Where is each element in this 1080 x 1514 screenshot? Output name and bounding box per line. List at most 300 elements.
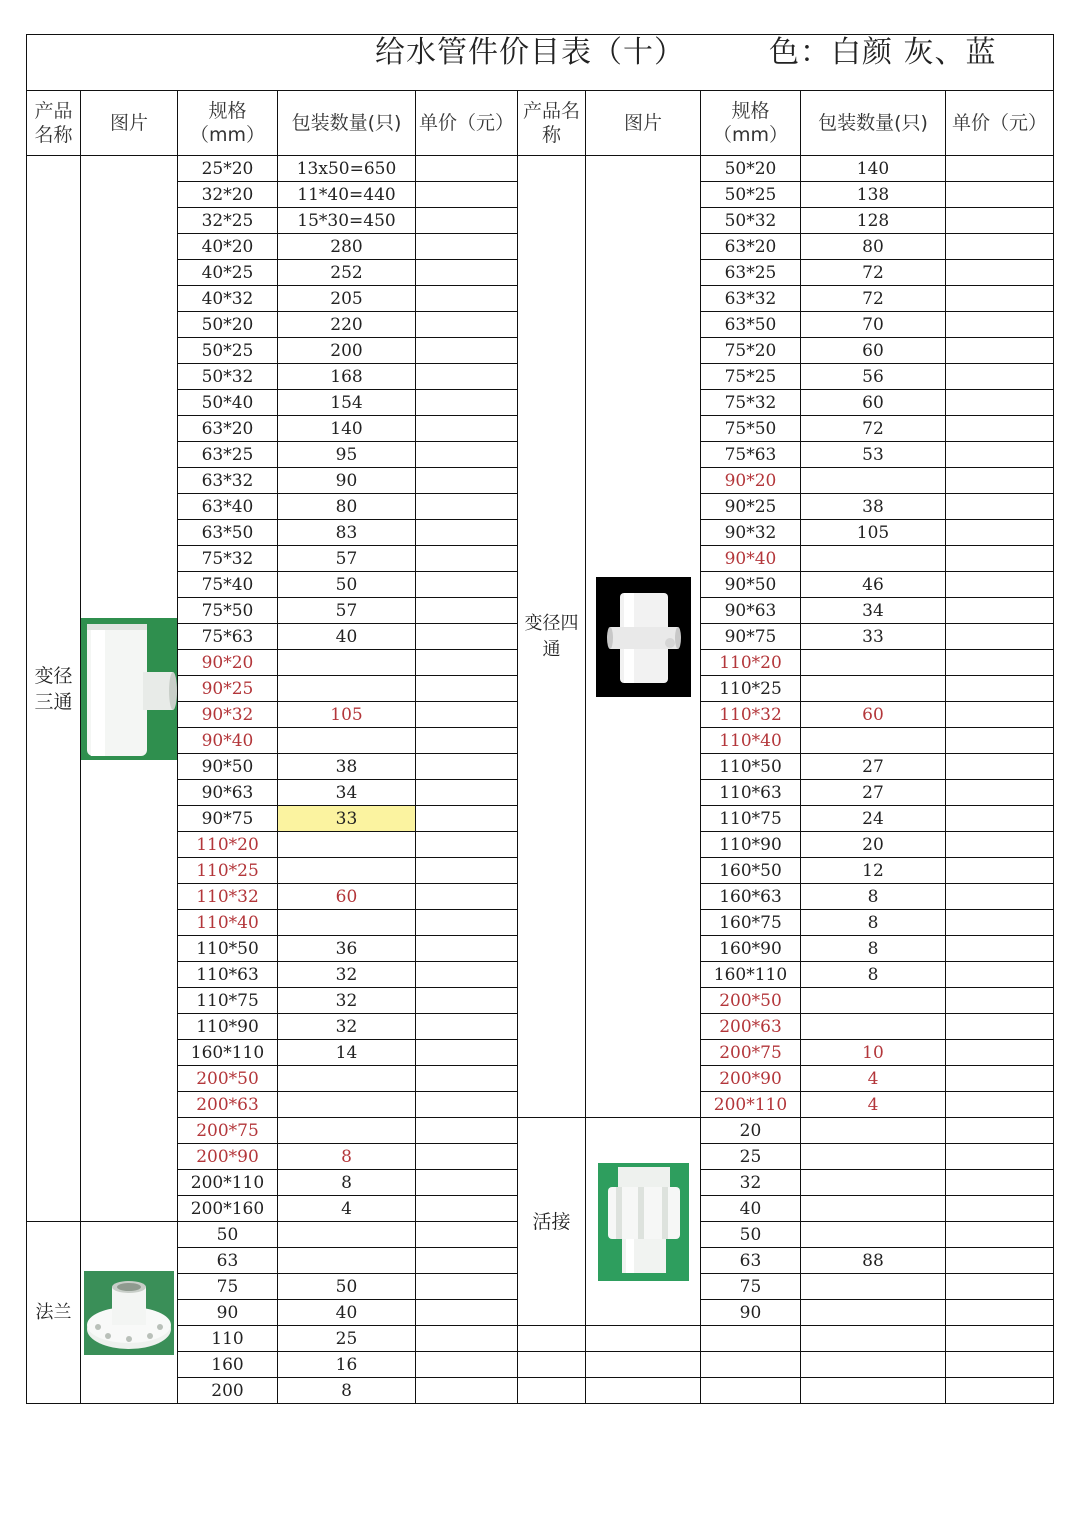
price-cell-right (946, 286, 1054, 312)
price-cell (416, 1014, 518, 1040)
price-cell-right (946, 364, 1054, 390)
qty-cell: 11*40=440 (278, 182, 416, 208)
price-cell (416, 780, 518, 806)
spec-cell: 63*20 (178, 416, 278, 442)
price-cell (416, 364, 518, 390)
price-cell (416, 598, 518, 624)
qty-cell: 32 (278, 962, 416, 988)
qty-cell: 57 (278, 546, 416, 572)
price-cell-right (946, 676, 1054, 702)
spec-cell-right: 90*25 (701, 494, 801, 520)
spec-cell-right: 25 (701, 1144, 801, 1170)
qty-cell: 40 (278, 1300, 416, 1326)
price-cell-right (946, 546, 1054, 572)
price-cell-right (946, 598, 1054, 624)
price-cell (416, 468, 518, 494)
qty-cell-right: 88 (801, 1248, 946, 1274)
spec-cell: 75*50 (178, 598, 278, 624)
spec-cell-right: 32 (701, 1170, 801, 1196)
spec-cell-right: 90*20 (701, 468, 801, 494)
price-cell (416, 338, 518, 364)
qty-cell-right: 140 (801, 156, 946, 182)
qty-cell-right: 60 (801, 338, 946, 364)
spec-cell-right: 50*32 (701, 208, 801, 234)
spec-cell-right: 90*50 (701, 572, 801, 598)
price-cell-right (946, 572, 1054, 598)
price-cell-right (946, 1352, 1054, 1378)
qty-cell-right (801, 468, 946, 494)
cross-photo-icon (596, 577, 691, 697)
price-cell-right (946, 806, 1054, 832)
image-cell-tee (81, 156, 178, 1222)
qty-cell: 13x50=650 (278, 156, 416, 182)
spec-cell-right: 63*50 (701, 312, 801, 338)
product-name-reducing-tee: 变径三通 (27, 156, 81, 1222)
spec-cell-right: 110*75 (701, 806, 801, 832)
qty-cell: 50 (278, 1274, 416, 1300)
price-cell-right (946, 650, 1054, 676)
spec-cell-right: 160*63 (701, 884, 801, 910)
table-row (27, 1352, 1054, 1378)
spec-cell: 200*110 (178, 1170, 278, 1196)
price-cell (416, 182, 518, 208)
spec-cell: 40*20 (178, 234, 278, 260)
spec-cell: 90*20 (178, 650, 278, 676)
price-cell (416, 702, 518, 728)
header-pack-qty-2: 包装数量(只) (801, 91, 946, 156)
price-cell-right (946, 1196, 1054, 1222)
price-cell-right (946, 1066, 1054, 1092)
qty-cell: 4 (278, 1196, 416, 1222)
price-cell (416, 910, 518, 936)
price-cell-right (946, 962, 1054, 988)
price-cell (416, 1040, 518, 1066)
spec-cell-right: 63*20 (701, 234, 801, 260)
price-cell (416, 520, 518, 546)
spec-cell-right: 110*50 (701, 754, 801, 780)
price-cell-right (946, 312, 1054, 338)
spec-cell-right: 110*40 (701, 728, 801, 754)
qty-cell: 33 (278, 806, 416, 832)
qty-cell (278, 910, 416, 936)
header-spec: 规格（mm） (178, 91, 278, 156)
spec-cell-right: 110*32 (701, 702, 801, 728)
price-cell (416, 156, 518, 182)
qty-cell: 32 (278, 988, 416, 1014)
spec-cell-right: 63*25 (701, 260, 801, 286)
image-cell-union (586, 1118, 701, 1326)
qty-cell: 200 (278, 338, 416, 364)
spec-cell: 90*50 (178, 754, 278, 780)
spec-cell: 200*75 (178, 1118, 278, 1144)
spec-cell-right: 200*90 (701, 1066, 801, 1092)
empty-cell (586, 1326, 701, 1352)
spec-cell: 200*160 (178, 1196, 278, 1222)
spec-cell-right: 75 (701, 1274, 801, 1300)
qty-cell: 38 (278, 754, 416, 780)
spec-cell-right: 75*63 (701, 442, 801, 468)
spec-cell-right: 90*32 (701, 520, 801, 546)
spec-cell-right (701, 1352, 801, 1378)
header-row (27, 91, 1054, 156)
image-cell-flange (81, 1222, 178, 1404)
price-cell (416, 832, 518, 858)
qty-cell-right: 60 (801, 702, 946, 728)
price-cell-right (946, 1274, 1054, 1300)
spec-cell: 160*110 (178, 1040, 278, 1066)
price-cell-right (946, 1378, 1054, 1404)
qty-cell-right (801, 1378, 946, 1404)
price-cell (416, 494, 518, 520)
qty-cell: 220 (278, 312, 416, 338)
price-cell-right (946, 1248, 1054, 1274)
spec-cell-right: 160*90 (701, 936, 801, 962)
product-name-reducing-cross: 变径四通 (518, 156, 586, 1118)
price-cell (416, 1378, 518, 1404)
qty-cell-right: 46 (801, 572, 946, 598)
price-cell-right (946, 494, 1054, 520)
qty-cell: 83 (278, 520, 416, 546)
qty-cell: 34 (278, 780, 416, 806)
qty-cell-right (801, 1300, 946, 1326)
price-sheet (26, 34, 1054, 1404)
qty-cell-right: 60 (801, 390, 946, 416)
spec-cell-right: 110*25 (701, 676, 801, 702)
header-unit-price: 单价（元） (416, 91, 518, 156)
price-cell (416, 208, 518, 234)
qty-cell: 60 (278, 884, 416, 910)
spec-cell-right: 63 (701, 1248, 801, 1274)
price-cell (416, 728, 518, 754)
spec-cell: 110*32 (178, 884, 278, 910)
spec-cell: 200*50 (178, 1066, 278, 1092)
qty-cell: 140 (278, 416, 416, 442)
qty-cell-right: 34 (801, 598, 946, 624)
price-cell (416, 546, 518, 572)
qty-cell-right: 27 (801, 780, 946, 806)
qty-cell: 80 (278, 494, 416, 520)
header-image: 图片 (81, 91, 178, 156)
empty-cell (518, 1378, 586, 1404)
price-cell-right (946, 156, 1054, 182)
qty-cell-right: 105 (801, 520, 946, 546)
spec-cell-right: 50 (701, 1222, 801, 1248)
qty-cell-right (801, 650, 946, 676)
empty-cell (586, 1378, 701, 1404)
table-row (27, 1326, 1054, 1352)
spec-cell: 110*50 (178, 936, 278, 962)
price-cell (416, 1352, 518, 1378)
price-cell (416, 260, 518, 286)
spec-cell-right: 40 (701, 1196, 801, 1222)
header-unit-price-2: 单价（元） (946, 91, 1054, 156)
price-cell-right (946, 520, 1054, 546)
flange-photo-icon (84, 1271, 174, 1355)
qty-cell-right: 8 (801, 962, 946, 988)
price-cell (416, 286, 518, 312)
price-cell-right (946, 754, 1054, 780)
spec-cell: 160 (178, 1352, 278, 1378)
spec-cell-right (701, 1378, 801, 1404)
title-cell (27, 35, 1054, 91)
color-note: 色：白颜 灰、蓝 (769, 35, 997, 70)
price-cell-right (946, 1326, 1054, 1352)
empty-cell (586, 1352, 701, 1378)
price-cell (416, 1248, 518, 1274)
price-cell (416, 234, 518, 260)
qty-cell-right: 138 (801, 182, 946, 208)
qty-cell (278, 1248, 416, 1274)
qty-cell-right: 80 (801, 234, 946, 260)
qty-cell (278, 676, 416, 702)
qty-cell: 15*30=450 (278, 208, 416, 234)
header-pack-qty: 包装数量(只) (278, 91, 416, 156)
spec-cell-right: 160*50 (701, 858, 801, 884)
header-product-name: 产品名称 (27, 91, 81, 156)
spec-cell-right: 50*25 (701, 182, 801, 208)
qty-cell: 154 (278, 390, 416, 416)
spec-cell: 63*50 (178, 520, 278, 546)
qty-cell-right (801, 1144, 946, 1170)
spec-cell: 40*32 (178, 286, 278, 312)
image-cell-cross (586, 156, 701, 1118)
qty-cell: 57 (278, 598, 416, 624)
price-cell (416, 936, 518, 962)
header-image-2: 图片 (586, 91, 701, 156)
spec-cell-right: 50*20 (701, 156, 801, 182)
qty-cell-right: 72 (801, 286, 946, 312)
price-cell (416, 572, 518, 598)
price-cell-right (946, 260, 1054, 286)
price-cell-right (946, 468, 1054, 494)
price-cell-right (946, 832, 1054, 858)
qty-cell: 252 (278, 260, 416, 286)
qty-cell-right (801, 546, 946, 572)
spec-cell-right: 90 (701, 1300, 801, 1326)
price-cell-right (946, 1170, 1054, 1196)
price-cell (416, 806, 518, 832)
qty-cell (278, 1066, 416, 1092)
qty-cell (278, 728, 416, 754)
price-cell (416, 1170, 518, 1196)
spec-cell-right: 75*32 (701, 390, 801, 416)
qty-cell: 168 (278, 364, 416, 390)
price-cell (416, 1274, 518, 1300)
qty-cell-right: 4 (801, 1066, 946, 1092)
spec-cell: 50 (178, 1222, 278, 1248)
qty-cell: 8 (278, 1378, 416, 1404)
qty-cell-right (801, 676, 946, 702)
price-cell-right (946, 182, 1054, 208)
spec-cell: 110*40 (178, 910, 278, 936)
spec-cell: 32*25 (178, 208, 278, 234)
price-cell (416, 988, 518, 1014)
price-cell (416, 650, 518, 676)
spec-cell: 90 (178, 1300, 278, 1326)
spec-cell: 110*75 (178, 988, 278, 1014)
price-cell (416, 676, 518, 702)
qty-cell-right: 24 (801, 806, 946, 832)
price-cell (416, 312, 518, 338)
empty-cell (518, 1352, 586, 1378)
table-row (27, 156, 1054, 182)
spec-cell-right: 200*63 (701, 1014, 801, 1040)
price-cell (416, 962, 518, 988)
spec-cell-right: 75*25 (701, 364, 801, 390)
price-cell-right (946, 1118, 1054, 1144)
spec-cell: 63*40 (178, 494, 278, 520)
header-product-name-2: 产品名称 (518, 91, 586, 156)
spec-cell: 110 (178, 1326, 278, 1352)
price-cell (416, 390, 518, 416)
spec-cell: 25*20 (178, 156, 278, 182)
qty-cell-right: 128 (801, 208, 946, 234)
empty-cell (518, 1326, 586, 1352)
price-cell-right (946, 208, 1054, 234)
qty-cell-right: 4 (801, 1092, 946, 1118)
price-cell-right (946, 728, 1054, 754)
price-cell-right (946, 858, 1054, 884)
qty-cell-right: 38 (801, 494, 946, 520)
spec-cell: 110*20 (178, 832, 278, 858)
price-cell (416, 1222, 518, 1248)
spec-cell: 75*40 (178, 572, 278, 598)
spec-cell-right: 200*110 (701, 1092, 801, 1118)
spec-cell-right: 200*75 (701, 1040, 801, 1066)
spec-cell-right: 110*90 (701, 832, 801, 858)
spec-cell: 200*90 (178, 1144, 278, 1170)
qty-cell-right: 20 (801, 832, 946, 858)
qty-cell: 8 (278, 1144, 416, 1170)
price-cell-right (946, 1222, 1054, 1248)
price-cell-right (946, 936, 1054, 962)
price-table (26, 34, 1054, 1404)
price-cell (416, 754, 518, 780)
qty-cell (278, 1118, 416, 1144)
qty-cell: 32 (278, 1014, 416, 1040)
spec-cell: 90*40 (178, 728, 278, 754)
spec-cell: 200 (178, 1378, 278, 1404)
price-cell-right (946, 416, 1054, 442)
page-title: 给水管件价目表（十） (375, 35, 685, 70)
price-cell-right (946, 338, 1054, 364)
price-cell (416, 1118, 518, 1144)
table-row (27, 1378, 1054, 1404)
spec-cell: 40*25 (178, 260, 278, 286)
qty-cell (278, 1222, 416, 1248)
qty-cell: 280 (278, 234, 416, 260)
spec-cell-right: 200*50 (701, 988, 801, 1014)
price-cell-right (946, 780, 1054, 806)
qty-cell-right: 8 (801, 936, 946, 962)
spec-cell: 110*63 (178, 962, 278, 988)
price-cell-right (946, 1300, 1054, 1326)
spec-cell: 75 (178, 1274, 278, 1300)
price-cell (416, 1326, 518, 1352)
qty-cell-right: 8 (801, 884, 946, 910)
price-cell (416, 1092, 518, 1118)
qty-cell: 16 (278, 1352, 416, 1378)
qty-cell: 105 (278, 702, 416, 728)
qty-cell-right (801, 1196, 946, 1222)
qty-cell (278, 832, 416, 858)
price-cell-right (946, 910, 1054, 936)
price-cell (416, 1300, 518, 1326)
price-cell (416, 1196, 518, 1222)
qty-cell (278, 650, 416, 676)
qty-cell-right (801, 1274, 946, 1300)
qty-cell-right (801, 1170, 946, 1196)
qty-cell-right (801, 1222, 946, 1248)
spec-cell-right: 75*20 (701, 338, 801, 364)
price-cell (416, 1066, 518, 1092)
tee-photo-icon (81, 618, 177, 760)
qty-cell-right: 33 (801, 624, 946, 650)
spec-cell-right (701, 1326, 801, 1352)
qty-cell-right: 27 (801, 754, 946, 780)
price-cell-right (946, 884, 1054, 910)
price-cell-right (946, 390, 1054, 416)
spec-cell: 50*32 (178, 364, 278, 390)
qty-cell-right (801, 1014, 946, 1040)
union-photo-icon (598, 1163, 689, 1281)
spec-cell-right: 75*50 (701, 416, 801, 442)
price-cell-right (946, 1014, 1054, 1040)
qty-cell-right: 72 (801, 260, 946, 286)
spec-cell-right: 90*63 (701, 598, 801, 624)
spec-cell-right: 110*20 (701, 650, 801, 676)
qty-cell: 205 (278, 286, 416, 312)
spec-cell: 200*63 (178, 1092, 278, 1118)
qty-cell-right (801, 1326, 946, 1352)
price-cell (416, 858, 518, 884)
qty-cell: 90 (278, 468, 416, 494)
spec-cell: 75*32 (178, 546, 278, 572)
qty-cell: 8 (278, 1170, 416, 1196)
price-cell (416, 1144, 518, 1170)
spec-cell: 63*32 (178, 468, 278, 494)
qty-cell-right (801, 1118, 946, 1144)
spec-cell-right: 90*75 (701, 624, 801, 650)
spec-cell-right: 160*75 (701, 910, 801, 936)
spec-cell: 90*63 (178, 780, 278, 806)
qty-cell: 25 (278, 1326, 416, 1352)
qty-cell: 95 (278, 442, 416, 468)
qty-cell (278, 1092, 416, 1118)
qty-cell-right: 12 (801, 858, 946, 884)
spec-cell-right: 160*110 (701, 962, 801, 988)
qty-cell-right: 56 (801, 364, 946, 390)
qty-cell: 50 (278, 572, 416, 598)
spec-cell: 63*25 (178, 442, 278, 468)
price-cell-right (946, 442, 1054, 468)
price-cell-right (946, 988, 1054, 1014)
qty-cell (278, 858, 416, 884)
price-cell-right (946, 1040, 1054, 1066)
spec-cell-right: 110*63 (701, 780, 801, 806)
qty-cell-right (801, 988, 946, 1014)
table-row (27, 1118, 1054, 1144)
spec-cell: 50*25 (178, 338, 278, 364)
qty-cell-right (801, 728, 946, 754)
price-cell-right (946, 624, 1054, 650)
price-cell (416, 884, 518, 910)
spec-cell: 75*63 (178, 624, 278, 650)
spec-cell: 90*25 (178, 676, 278, 702)
spec-cell: 50*20 (178, 312, 278, 338)
price-cell-right (946, 1092, 1054, 1118)
product-name-flange: 法兰 (27, 1222, 81, 1404)
